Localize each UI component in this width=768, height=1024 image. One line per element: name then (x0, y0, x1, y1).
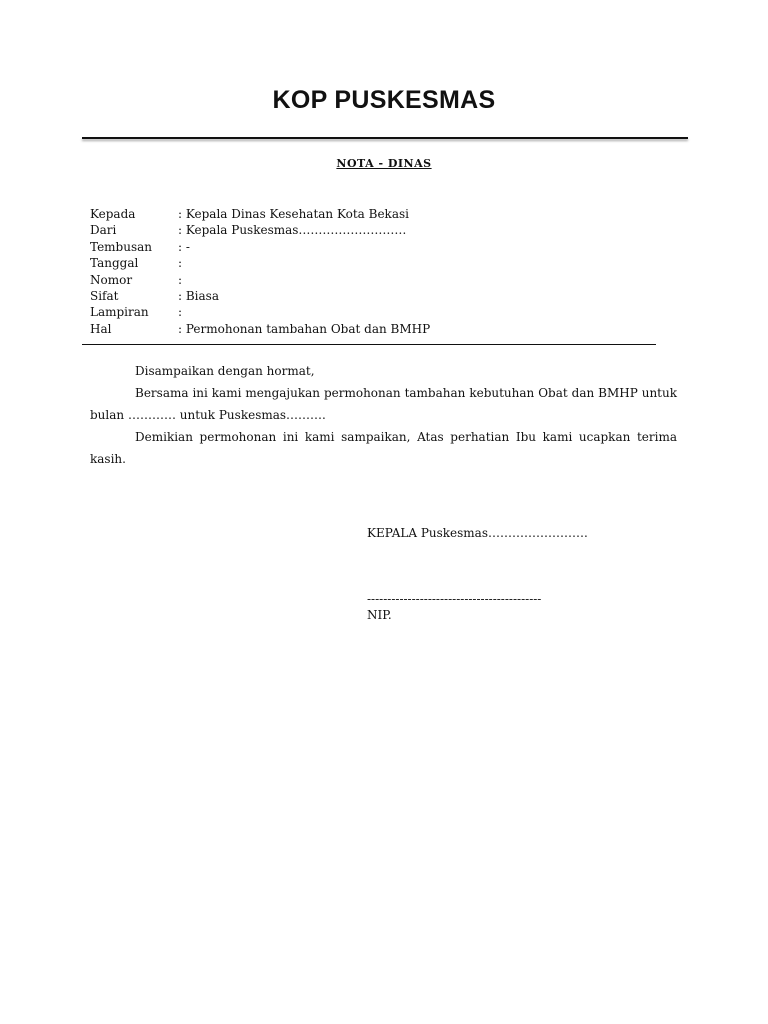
meta-row-sifat (90, 288, 430, 304)
signature-title: KEPALA Puskesmas……………………. (367, 526, 588, 540)
meta-label: Tanggal (90, 256, 139, 271)
signature-nip: NIP. (367, 608, 392, 622)
meta-label: Kepada (90, 207, 136, 221)
meta-value: : Kepala Dinas Kesehatan Kota Bekasi (178, 207, 409, 221)
meta-label: Dari (90, 223, 117, 238)
memo-title: NOTA - DINAS (336, 157, 432, 170)
meta-label: Tembusan (90, 239, 153, 254)
meta-value: : Kepala Puskesmas……………………… (178, 223, 407, 238)
body-paragraph-closing: Demikian permohonan ini kami sampaikan, Atas perhatian Ibu kami ucapkan terima kasih. (90, 430, 677, 466)
letterhead-title: KOP PUSKESMAS (272, 86, 496, 114)
meta-value: : Biasa (178, 288, 219, 303)
meta-row-hal (90, 321, 430, 337)
body-paragraph-request: Bersama ini kami mengajukan permohonan tambahan kebutuhan Obat dan BMHP untuk bulan ………… untuk Puskesmas………. (90, 386, 677, 422)
details-divider (82, 344, 656, 345)
meta-row-tanggal (90, 255, 430, 271)
memo-details (90, 206, 430, 337)
signature-line: ------------------------------------------- (367, 592, 542, 606)
meta-row-tembusan (90, 239, 430, 255)
meta-label: Lampiran (90, 305, 149, 320)
meta-value: : (178, 272, 183, 287)
letter-body (90, 360, 677, 470)
letterhead-divider (82, 137, 688, 139)
meta-row-kepada (90, 206, 430, 222)
meta-value: : (178, 256, 183, 271)
meta-row-nomor (90, 272, 430, 288)
meta-value: : (178, 305, 183, 320)
meta-label: Nomor (90, 272, 133, 287)
meta-value: : Permohonan tambahan Obat dan BMHP (178, 321, 431, 336)
meta-label: Hal (90, 321, 112, 336)
meta-value: : - (178, 239, 190, 254)
meta-label: Sifat (90, 288, 119, 303)
meta-row-lampiran (90, 304, 430, 320)
meta-row-dari (90, 222, 430, 238)
greeting: Disampaikan dengan hormat, (135, 364, 315, 378)
